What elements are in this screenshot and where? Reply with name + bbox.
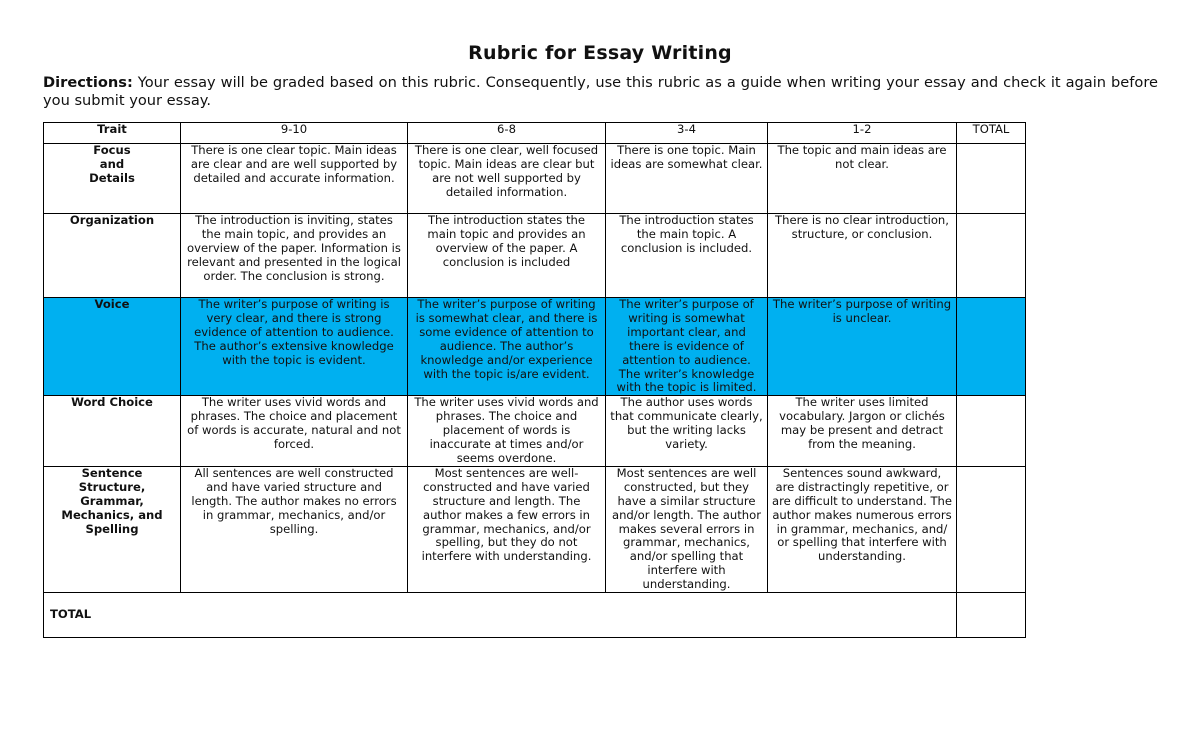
trait-voice: Voice: [44, 298, 181, 396]
trait-organization: Organization: [44, 214, 181, 298]
grand-total-cell[interactable]: [957, 593, 1026, 638]
table-header-row: [44, 123, 1026, 144]
header-total: TOTAL: [957, 123, 1026, 144]
cell-word-choice-9-10: The writer uses vivid words and phrases. The choice and placement of words is accurate, natural and not forced.: [181, 396, 408, 467]
cell-organization-3-4: The introduction states the main topic. A conclusion is included.: [606, 214, 768, 298]
header-score-1-2: 1-2: [768, 123, 957, 144]
directions-paragraph: [43, 74, 1158, 109]
rubric-table: [43, 122, 1026, 638]
directions-lead: Directions:: [43, 74, 133, 91]
cell-voice-total[interactable]: [957, 298, 1026, 396]
trait-sentence-structure: Sentence Structure, Grammar, Mechanics, and Spelling: [44, 466, 181, 592]
table-row: [44, 466, 1026, 592]
cell-sentence-3-4: Most sentences are well constructed, but they have a similar structure and/or length. The author makes several errors in grammar, mechanics, and/or spelling that interfere with understanding.: [606, 466, 768, 592]
cell-voice-1-2: The writer’s purpose of writing is unclear.: [768, 298, 957, 396]
cell-focus-9-10: There is one clear topic. Main ideas are clear and are well supported by detailed and accurate information.: [181, 144, 408, 214]
header-trait: Trait: [44, 123, 181, 144]
table-row: [44, 396, 1026, 467]
cell-sentence-total[interactable]: [957, 466, 1026, 592]
cell-sentence-9-10: All sentences are well constructed and have varied structure and length. The author makes no errors in grammar, mechanics, and/or spelling.: [181, 466, 408, 592]
cell-sentence-6-8: Most sentences are well-constructed and have varied structure and length. The author makes a few errors in grammar, mechanics, and/or spelling, but they do not interfere with understanding.: [408, 466, 606, 592]
cell-word-choice-6-8: The writer uses vivid words and phrases. The choice and placement of words is inaccurate at times and/or seems overdone.: [408, 396, 606, 467]
trait-focus-details: Focus and Details: [44, 144, 181, 214]
header-score-6-8: 6-8: [408, 123, 606, 144]
cell-organization-1-2: There is no clear introduction, structure, or conclusion.: [768, 214, 957, 298]
cell-organization-6-8: The introduction states the main topic and provides an overview of the paper. A conclusion is included: [408, 214, 606, 298]
total-label: TOTAL: [44, 593, 957, 638]
cell-voice-3-4: The writer’s purpose of writing is somewhat important clear, and there is evidence of attention to audience. The writer’s knowledge with the topic is limited.: [606, 298, 768, 396]
cell-focus-1-2: The topic and main ideas are not clear.: [768, 144, 957, 214]
table-row-highlighted: [44, 298, 1026, 396]
cell-focus-6-8: There is one clear, well focused topic. Main ideas are clear but are not well supported by detailed information.: [408, 144, 606, 214]
cell-organization-total[interactable]: [957, 214, 1026, 298]
cell-word-choice-3-4: The author uses words that communicate clearly, but the writing lacks variety.: [606, 396, 768, 467]
header-score-3-4: 3-4: [606, 123, 768, 144]
header-score-9-10: 9-10: [181, 123, 408, 144]
table-row: [44, 144, 1026, 214]
cell-word-choice-1-2: The writer uses limited vocabulary. Jargon or clichés may be present and detract from the meaning.: [768, 396, 957, 467]
cell-focus-total[interactable]: [957, 144, 1026, 214]
cell-focus-3-4: There is one topic. Main ideas are somewhat clear.: [606, 144, 768, 214]
table-row: [44, 214, 1026, 298]
document-title: Rubric for Essay Writing: [468, 42, 732, 64]
table-total-row: [44, 593, 1026, 638]
directions-text: Your essay will be graded based on this rubric. Consequently, use this rubric as a guide when writing your essay and check it again before you submit your essay.: [43, 74, 1158, 109]
cell-word-choice-total[interactable]: [957, 396, 1026, 467]
trait-word-choice: Word Choice: [44, 396, 181, 467]
cell-voice-9-10: The writer’s purpose of writing is very clear, and there is strong evidence of attention to audience. The author’s extensive knowledge with the topic is evident.: [181, 298, 408, 396]
cell-organization-9-10: The introduction is inviting, states the main topic, and provides an overview of the paper. Information is relevant and presented in the logical order. The conclusion is strong.: [181, 214, 408, 298]
cell-voice-6-8: The writer’s purpose of writing is somewhat clear, and there is some evidence of attention to audience. The author’s knowledge and/or experience with the topic is/are evident.: [408, 298, 606, 396]
cell-sentence-1-2: Sentences sound awkward, are distractingly repetitive, or are difficult to understand. The author makes numerous errors in grammar, mechanics, and/ or spelling that interfere with understanding.: [768, 466, 957, 592]
